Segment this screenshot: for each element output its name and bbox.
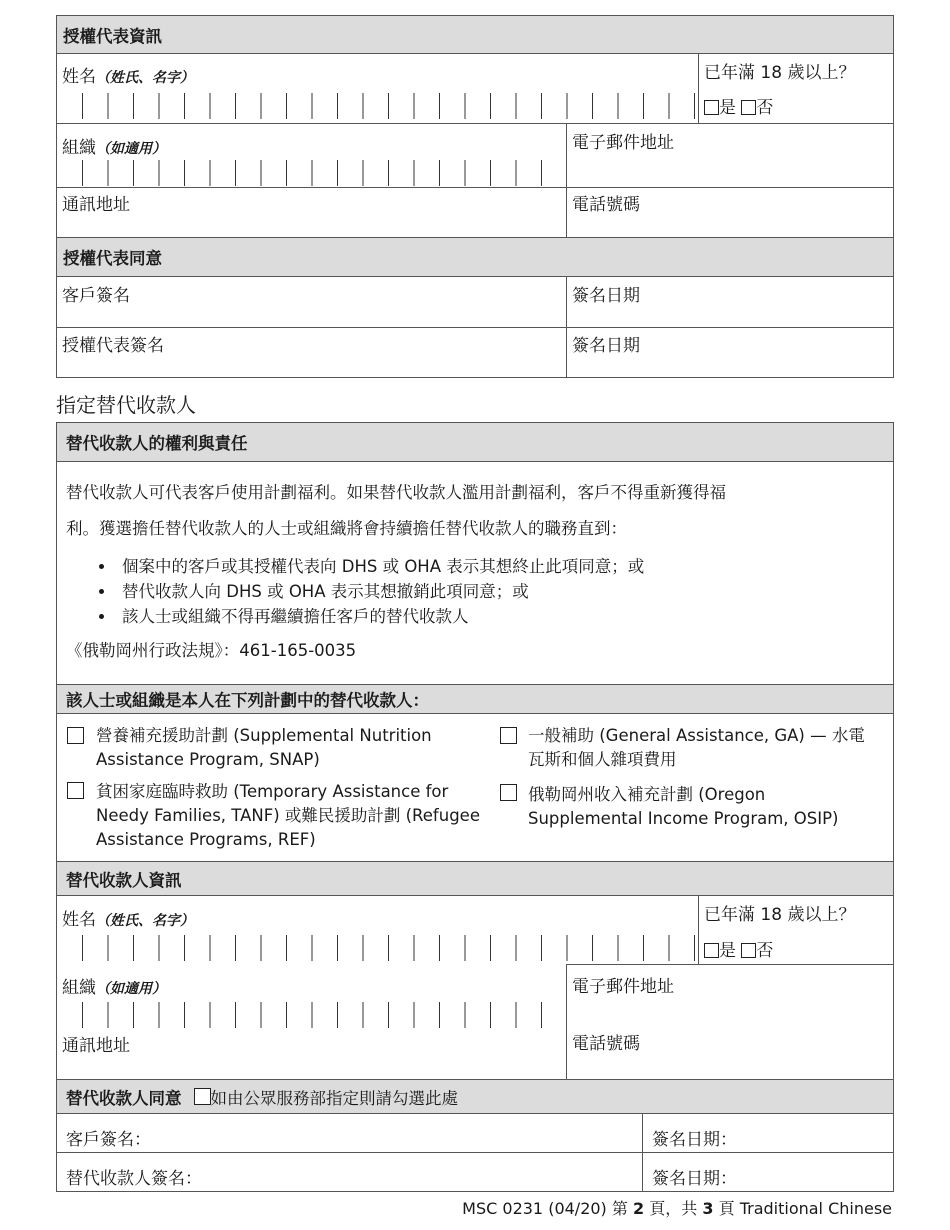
- rep-org-label: 組織（如適用）: [62, 138, 166, 158]
- payee-name-label: 姓名（姓氏、名字）: [62, 910, 194, 930]
- payee-consent-header: 替代收款人同意 如由公眾服務部指定則請勾選此處: [57, 1080, 893, 1113]
- list-item: • 該人士或組織不得再繼續擔任客戶的替代收款人: [116, 604, 644, 629]
- rep-name-label: 姓名（姓氏、名字）: [62, 67, 194, 87]
- divider: [56, 895, 894, 896]
- ga-checkbox[interactable]: [500, 727, 517, 744]
- rep-org-field[interactable]: [82, 160, 544, 186]
- payee-rights-header: 替代收款人的權利與責任: [57, 423, 893, 461]
- payee-org-field[interactable]: [82, 1002, 544, 1028]
- rep-age-question: 已年滿 18 歲以上？: [704, 63, 856, 83]
- divider: [566, 964, 567, 1080]
- payee-address-label: 通訊地址: [62, 1036, 130, 1056]
- payee-signature-date-label: 簽名日期：: [652, 1169, 737, 1189]
- rep-name-field[interactable]: [82, 93, 697, 119]
- divider: [56, 1113, 894, 1114]
- programs-header: 該人士或組織是本人在下列計劃中的替代收款人：: [57, 685, 893, 713]
- rep-email-label: 電子郵件地址: [572, 133, 674, 153]
- payee-age-no-checkbox[interactable]: [741, 943, 756, 958]
- rep-phone-label: 電話號碼: [572, 195, 640, 215]
- rep-address-label: 通訊地址: [62, 195, 130, 215]
- payee-client-date-label: 簽名日期：: [652, 1130, 737, 1150]
- payee-rights-text-line2: 利。獲選擔任替代收款人的人士或組織將會持續擔任替代收款人的職務直到：: [66, 519, 627, 538]
- divider: [566, 123, 567, 238]
- payee-section-title: 指定替代收款人: [56, 393, 196, 417]
- payee-org-label: 組織（如適用）: [62, 978, 166, 998]
- payee-rights-text-line1: 替代收款人可代表客戶使用計劃福利。如果替代收款人濫用計劃福利，客戶不得重新獲得福: [66, 483, 726, 502]
- divider: [56, 1152, 894, 1153]
- osip-checkbox[interactable]: [500, 784, 517, 801]
- divider: [56, 327, 894, 328]
- rep-info-header: 授權代表資訊: [57, 16, 893, 53]
- payee-age-options: 是 否: [704, 936, 773, 961]
- payee-info-header: 替代收款人資訊: [57, 862, 893, 895]
- client-signature-label: 客戶簽名: [62, 286, 130, 306]
- rep-age-no-checkbox[interactable]: [741, 100, 756, 115]
- payee-client-signature-label: 客戶簽名：: [66, 1130, 151, 1150]
- divider: [56, 187, 894, 188]
- snap-checkbox[interactable]: [67, 727, 84, 744]
- tanf-checkbox[interactable]: [67, 782, 84, 799]
- payee-age-yes-checkbox[interactable]: [704, 943, 719, 958]
- osip-label: 俄勒岡州收入補充計劃 (Oregon Supplemental Income Program, OSIP): [528, 785, 839, 828]
- ga-label: 一般補助 (General Assistance, GA) — 水電瓦斯和個人雜項費用: [528, 726, 865, 769]
- divider: [56, 276, 894, 277]
- rep-age-yes-checkbox[interactable]: [704, 100, 719, 115]
- payee-email-label: 電子郵件地址: [572, 977, 674, 997]
- payee-phone-label: 電話號碼: [572, 1034, 640, 1054]
- dhs-designated-checkbox[interactable]: [194, 1088, 211, 1105]
- payee-rights-rule: 《俄勒岡州行政法規》：461-165-0035: [66, 641, 357, 660]
- divider: [56, 461, 894, 462]
- divider: [56, 123, 894, 124]
- client-signature-date-label: 簽名日期: [572, 286, 640, 306]
- list-item: • 替代收款人向 DHS 或 OHA 表示其想撤銷此項同意；或: [116, 579, 644, 604]
- divider: [566, 964, 894, 965]
- payee-rights-bullets: [96, 554, 644, 629]
- dhs-designated-label: 如由公眾服務部指定則請勾選此處: [210, 1088, 458, 1108]
- payee-signature-label: 替代收款人簽名：: [66, 1169, 202, 1189]
- payee-age-question: 已年滿 18 歲以上？: [704, 905, 856, 925]
- divider: [56, 713, 894, 714]
- rep-signature-label: 授權代表簽名: [62, 336, 164, 356]
- divider: [698, 895, 699, 964]
- divider: [56, 53, 894, 54]
- rep-signature-date-label: 簽名日期: [572, 336, 640, 356]
- divider: [698, 53, 699, 123]
- list-item: • 個案中的客戶或其授權代表向 DHS 或 OHA 表示其想終止此項同意；或: [116, 554, 644, 579]
- page-footer: MSC 0231 (04/20) 第 2 頁，共 3 頁 Traditional Chinese: [462, 1199, 892, 1218]
- payee-name-field[interactable]: [82, 935, 697, 961]
- snap-label: 營養補充援助計劃 (Supplemental Nutrition Assistance Program, SNAP): [96, 726, 432, 769]
- rep-age-options: 是 否: [704, 93, 773, 118]
- rep-consent-header: 授權代表同意: [57, 238, 893, 276]
- tanf-label: 貧困家庭臨時救助 (Temporary Assistance for Needy Families, TANF) 或難民援助計劃 (Refugee Assistance Programs, REF): [96, 782, 480, 849]
